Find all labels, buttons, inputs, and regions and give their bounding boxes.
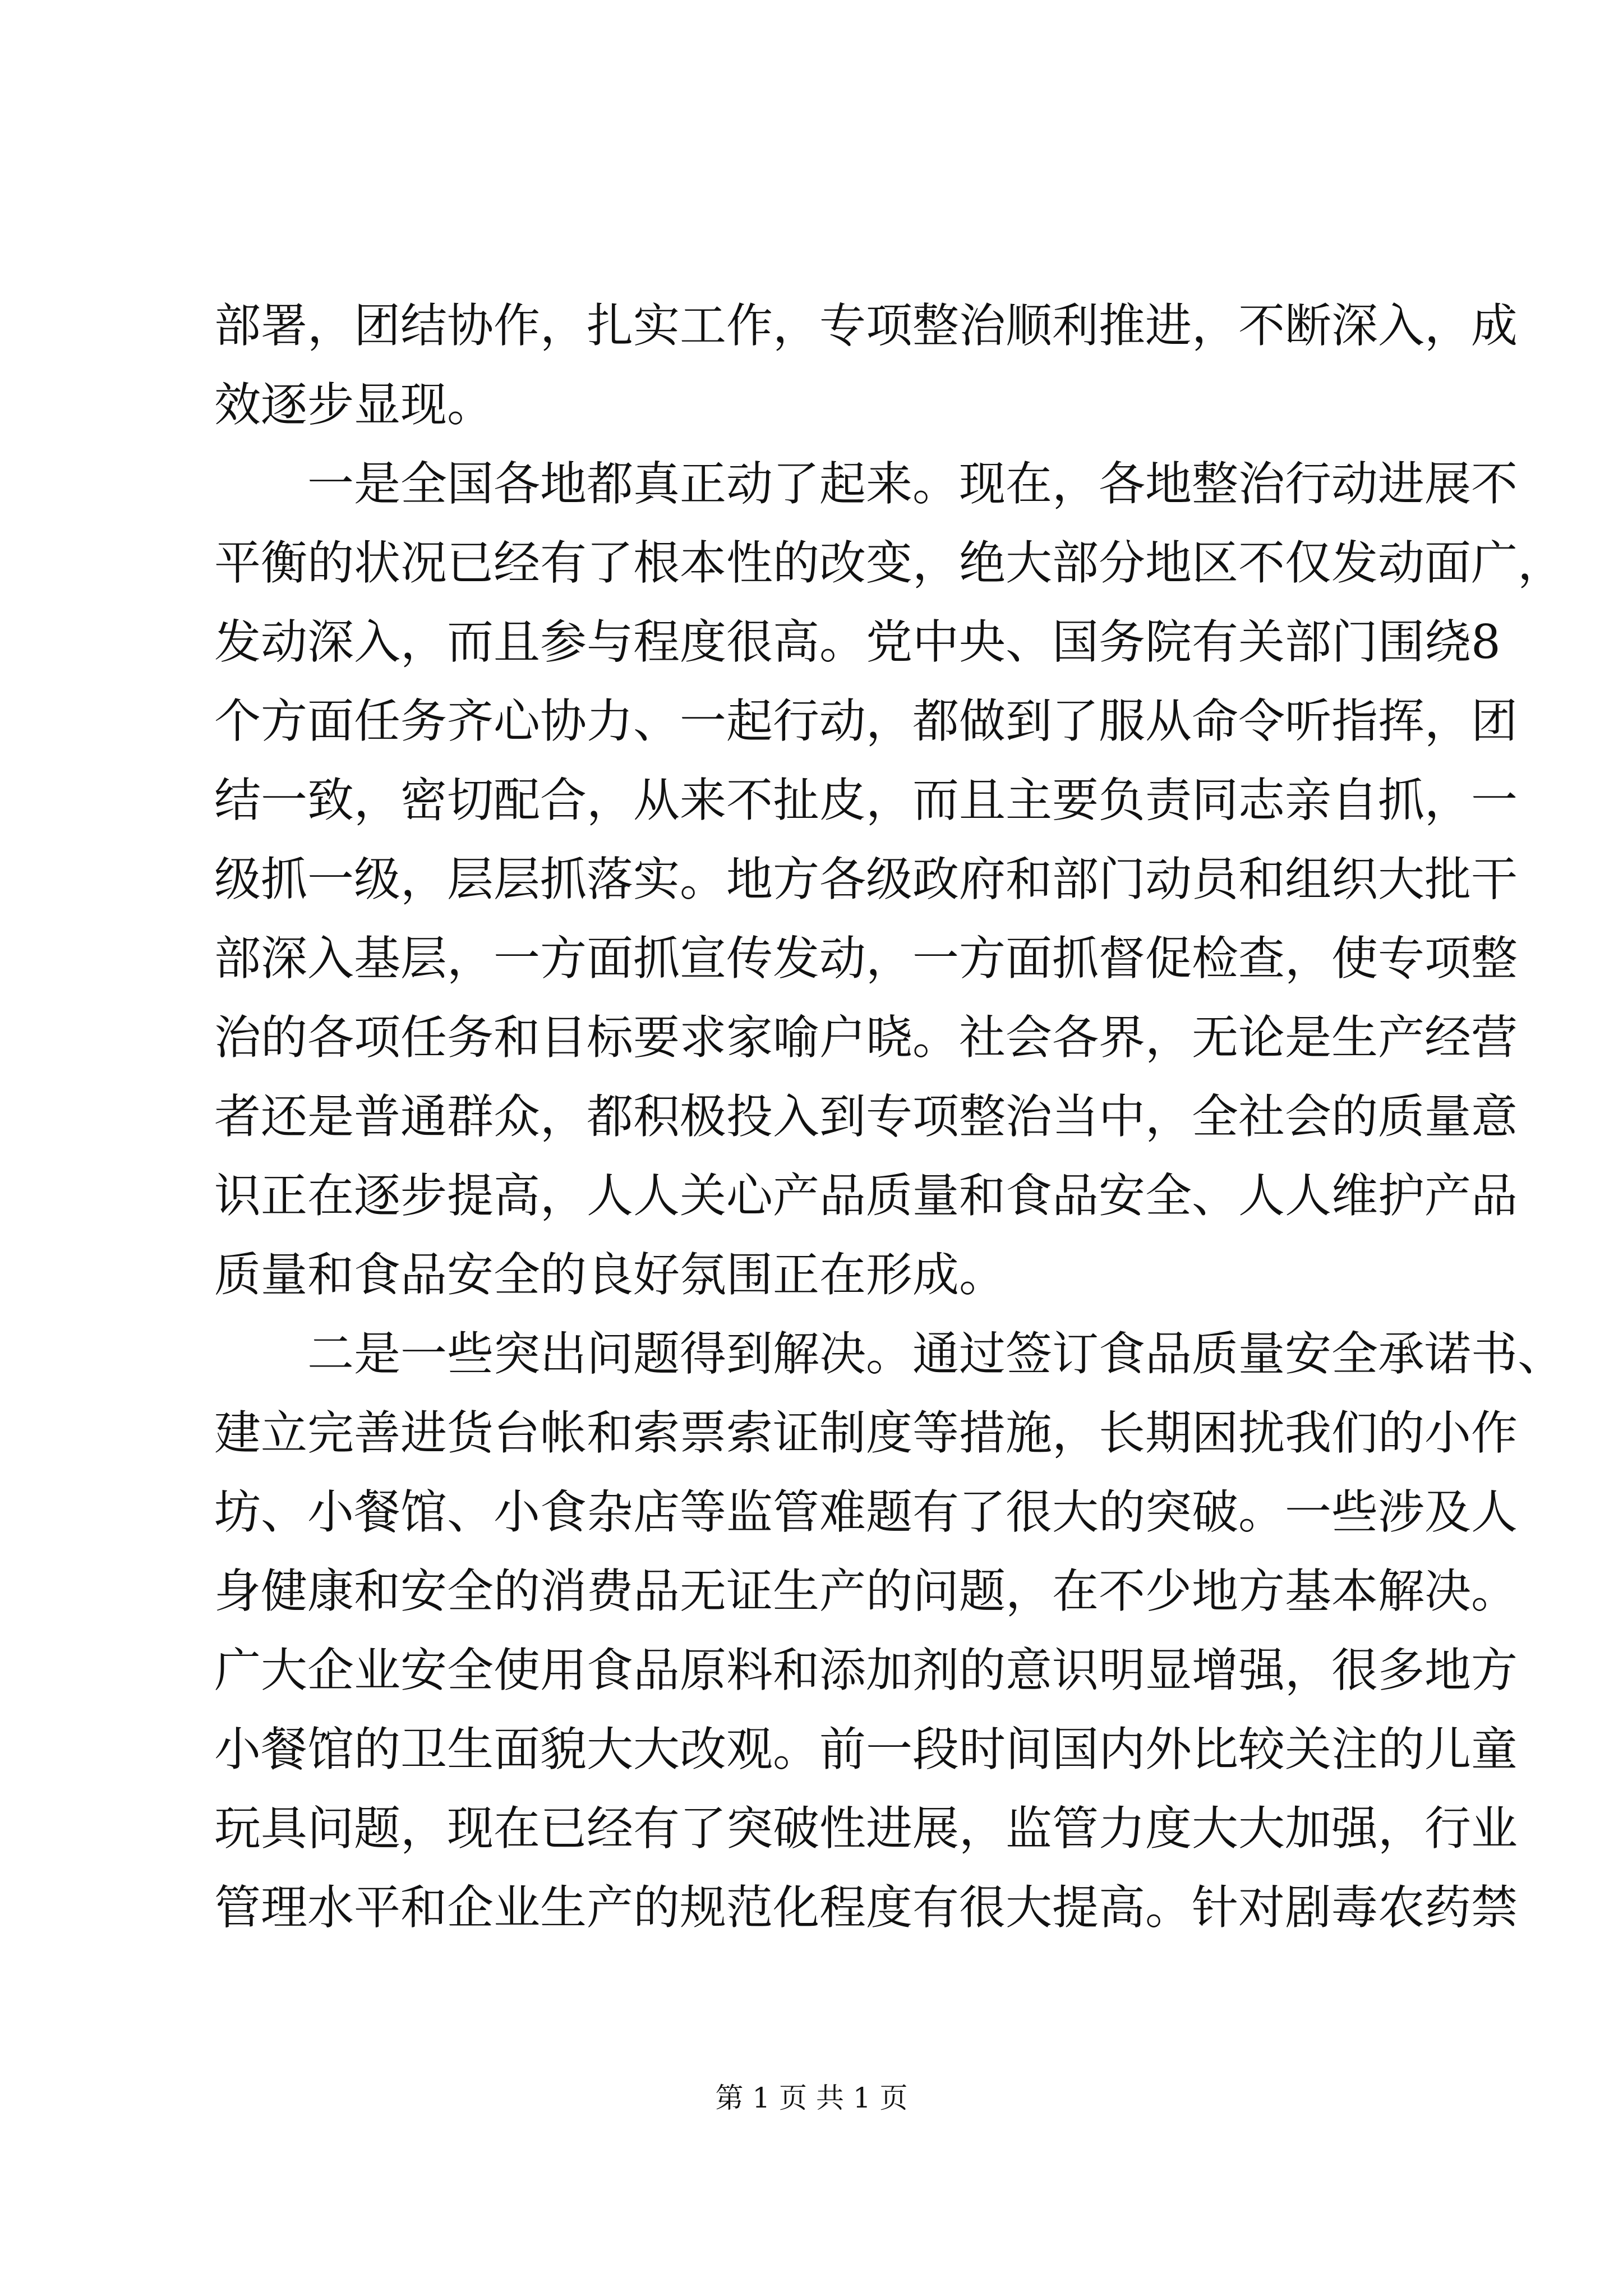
text-line-2: 效逐步显现。	[214, 378, 494, 432]
text-line-3: 一是全国各地都真正动了起来。现在，各地整治行动进展不	[307, 457, 1518, 511]
text-line-20: 玩具问题，现在已经有了突破性进展，监管力度大大加强，行业	[214, 1801, 1518, 1856]
text-line-9: 部深入基层，一方面抓宣传发动，一方面抓督促检查，使专项整	[214, 931, 1518, 986]
text-line-12: 识正在逐步提高，人人关心产品质量和食品安全、人人维护产品	[214, 1168, 1518, 1223]
text-line-16: 坊、小餐馆、小食杂店等监管难题有了很大的突破。一些涉及人	[214, 1485, 1518, 1539]
text-line-13: 质量和食品安全的良好氛围正在形成。	[214, 1248, 1006, 1302]
document-body	[214, 286, 1564, 1947]
text-line-7: 结一致，密切配合，从来不扯皮，而且主要负责同志亲自抓，一	[214, 773, 1518, 827]
text-line-19: 小餐馆的卫生面貌大大改观。前一段时间国内外比较关注的儿童	[214, 1722, 1518, 1777]
page-footer: 第 1 页 共 1 页	[715, 2082, 908, 2114]
text-line-6: 个方面任务齐心协力、一起行动，都做到了服从命令听指挥，团	[214, 694, 1518, 748]
text-line-17: 身健康和安全的消费品无证生产的问题，在不少地方基本解决。	[214, 1564, 1518, 1618]
text-line-8: 级抓一级，层层抓落实。地方各级政府和部门动员和组织大批干	[214, 852, 1518, 907]
text-line-18: 广大企业安全使用食品原料和添加剂的意识明显增强，很多地方	[214, 1643, 1518, 1697]
text-line-1: 部署，团结协作，扎实工作，专项整治顺利推进，不断深入，成	[214, 298, 1518, 353]
text-line-4: 平衡的状况已经有了根本性的改变，绝大部分地区不仅发动面广，	[214, 536, 1564, 590]
text-line-21: 管理水平和企业生产的规范化程度有很大提高。针对剧毒农药禁	[214, 1880, 1518, 1935]
text-line-11: 者还是普通群众，都积极投入到专项整治当中，全社会的质量意	[214, 1089, 1518, 1144]
text-line-10: 治的各项任务和目标要求家喻户晓。社会各界，无论是生产经营	[214, 1010, 1518, 1065]
text-line-15: 建立完善进货台帐和索票索证制度等措施，长期困扰我们的小作	[214, 1406, 1518, 1460]
text-line-14: 二是一些突出问题得到解决。通过签订食品质量安全承诺书、	[307, 1327, 1564, 1381]
text-line-5: 发动深入，而且参与程度很高。党中央、国务院有关部门围绕8	[214, 615, 1501, 669]
